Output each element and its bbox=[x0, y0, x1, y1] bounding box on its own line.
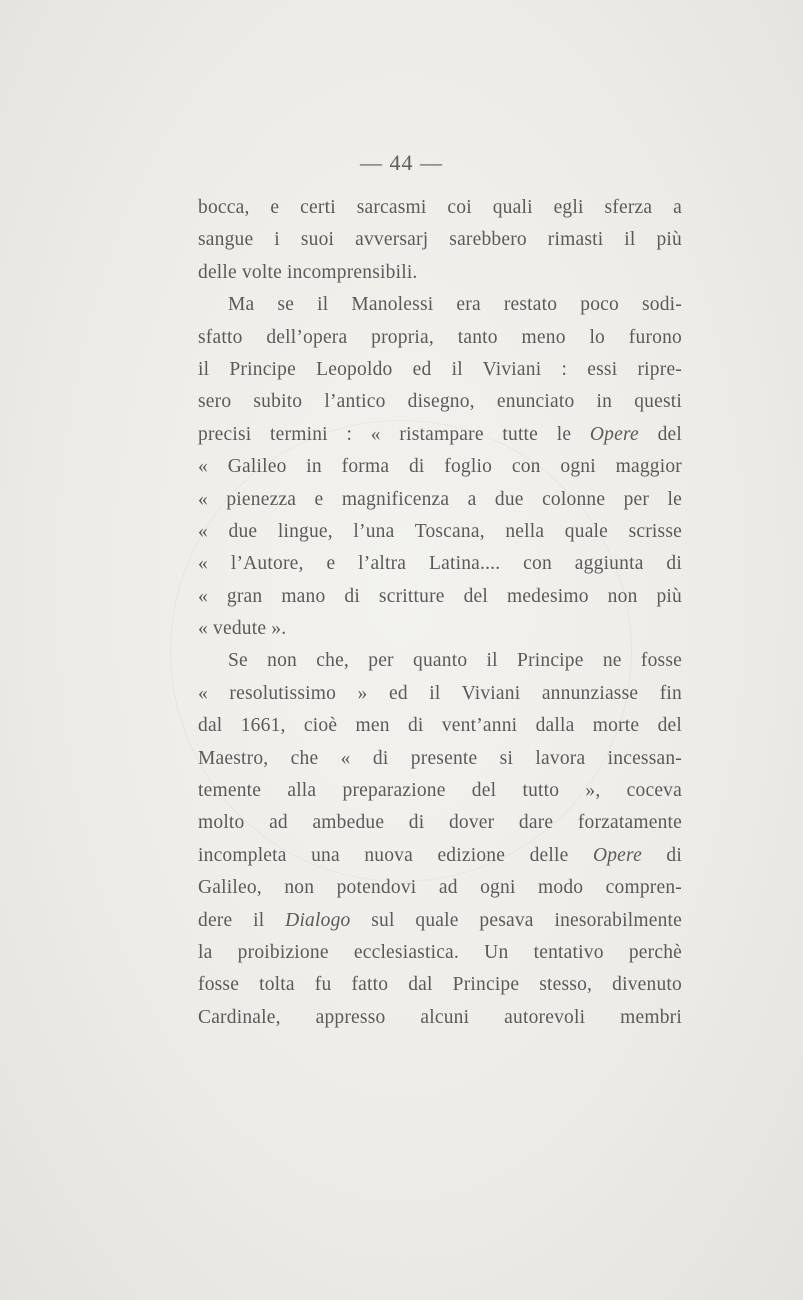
text-segment: dere il bbox=[198, 909, 286, 931]
italic-title: Opere bbox=[589, 423, 639, 445]
text-segment: del bbox=[638, 423, 682, 445]
text-segment: incompleta una nuova edizione delle bbox=[198, 844, 593, 866]
text-segment: sul quale pesava inesorabilmente bbox=[350, 909, 682, 931]
text-line: dal 1661, cioè men di vent’anni dalla morte del bbox=[198, 715, 682, 737]
text-line: Cardinale, appresso alcuni autorevoli membri bbox=[198, 1006, 682, 1028]
text-line: fosse tolta fu fatto dal Principe stesso, divenuto bbox=[198, 974, 682, 996]
text-line: Maestro, che « di presente si lavora incessan- bbox=[198, 747, 682, 769]
text-line bbox=[198, 419, 682, 451]
text-line: la proibizione ecclesiastica. Un tentativo perchè bbox=[198, 941, 682, 963]
text-line: « l’Autore, e l’altra Latina.... con aggiunta di bbox=[198, 553, 682, 575]
page-number: — 44 — bbox=[360, 150, 443, 175]
text-line: delle volte incomprensibili. bbox=[198, 261, 418, 283]
text-line: Ma se il Manolessi era restato poco sodi- bbox=[228, 294, 682, 316]
italic-title: Opere bbox=[592, 844, 642, 866]
text-line: « gran mano di scritture del medesimo non più bbox=[198, 585, 682, 607]
text-line bbox=[198, 905, 682, 937]
text-line bbox=[198, 840, 682, 872]
body-text bbox=[198, 192, 682, 1034]
text-line: « vedute ». bbox=[198, 618, 287, 640]
text-line: Se non che, per quanto il Principe ne fosse bbox=[228, 650, 682, 672]
text-line: sero subito l’antico disegno, enunciato in questi bbox=[198, 391, 682, 413]
text-line: « resolutissimo » ed il Viviani annunziasse fin bbox=[198, 682, 682, 704]
italic-title: Dialogo bbox=[285, 909, 351, 931]
text-line: « due lingue, l’una Toscana, nella quale scrisse bbox=[198, 520, 682, 542]
text-line: « pienezza e magnificenza a due colonne per le bbox=[198, 488, 682, 510]
text-segment: precisi termini : « ristampare tutte le bbox=[198, 423, 590, 445]
text-segment: di bbox=[641, 844, 682, 866]
text-line: molto ad ambedue di dover dare forzatamente bbox=[198, 812, 682, 834]
text-line: il Principe Leopoldo ed il Viviani : essi ripre- bbox=[198, 358, 682, 380]
text-line: « Galileo in forma di foglio con ogni maggior bbox=[198, 456, 682, 478]
text-line: temente alla preparazione del tutto », coceva bbox=[198, 780, 682, 802]
text-line: bocca, e certi sarcasmi coi quali egli sferza a bbox=[198, 197, 682, 218]
text-line: sfatto dell’opera propria, tanto meno lo furono bbox=[198, 326, 682, 348]
text-line: sangue i suoi avversarj sarebbero rimasti il più bbox=[198, 229, 682, 251]
text-line: Galileo, non potendovi ad ogni modo compren- bbox=[198, 877, 682, 899]
